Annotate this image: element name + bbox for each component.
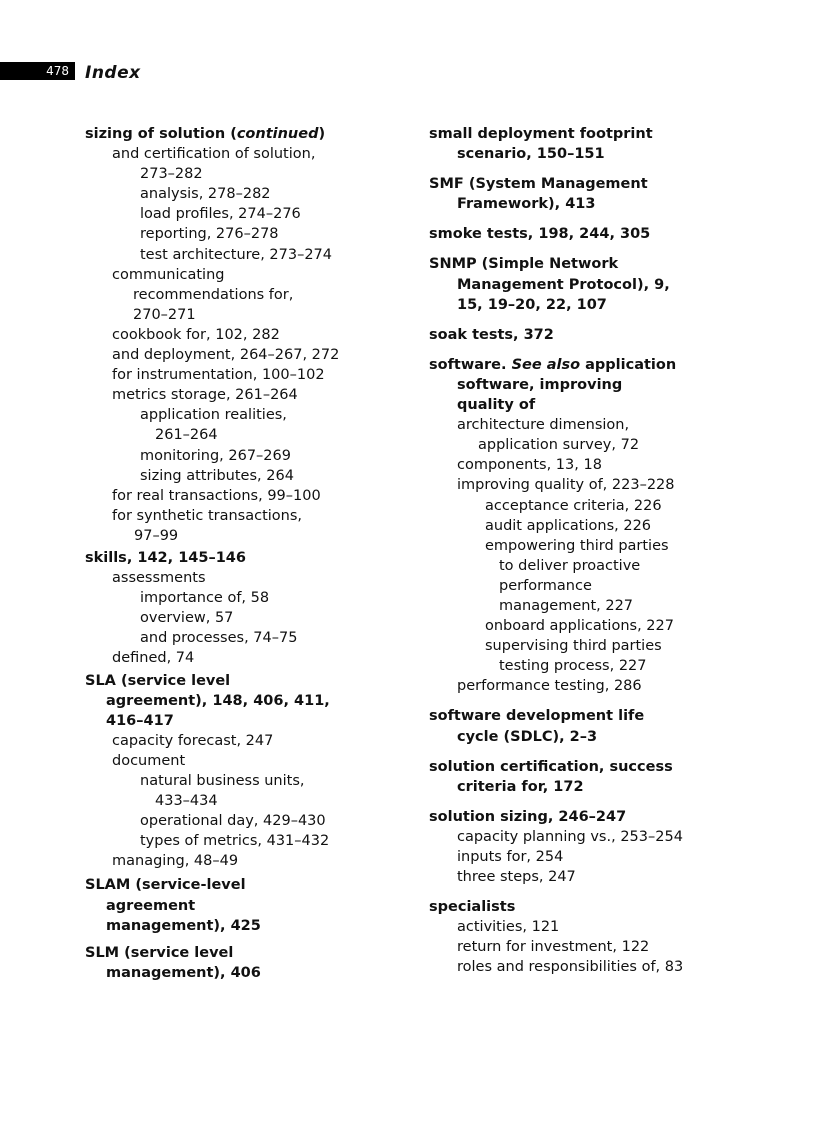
entry-text-tail: application: [580, 356, 677, 373]
index-entry: [429, 475, 729, 495]
index-entry-line: [85, 144, 385, 164]
entry-text: SLM (service level: [85, 944, 234, 961]
entry-text: sizing attributes, 264: [140, 467, 294, 484]
index-entry: [85, 325, 385, 345]
index-entry-line: [85, 648, 385, 668]
entry-text: SLA (service level: [85, 672, 231, 689]
index-entry-line: [85, 943, 385, 963]
index-entry-line: [85, 385, 385, 405]
entry-text: specialists: [429, 899, 516, 916]
index-entry-line: [85, 486, 385, 506]
index-entry: [85, 124, 385, 144]
index-entry: [429, 847, 729, 867]
index-entry: [429, 757, 729, 797]
index-entry: [85, 648, 385, 668]
entry-text: cookbook for, 102, 282: [112, 326, 280, 343]
index-entry: [429, 224, 729, 244]
index-entry-line: [429, 275, 729, 295]
entry-text: assessments: [112, 570, 206, 587]
entry-text: testing process, 227: [499, 658, 647, 675]
entry-text: skills, 142, 145–146: [85, 549, 246, 566]
index-entry-line: [429, 254, 729, 274]
index-entry: [85, 466, 385, 486]
index-entry: [429, 917, 729, 937]
entry-text: and certification of solution,: [112, 146, 316, 163]
index-entry: [429, 937, 729, 957]
index-entry-line: [429, 777, 729, 797]
index-entry-line: [85, 548, 385, 568]
index-entry-line: [85, 245, 385, 265]
entry-text: to deliver proactive: [499, 557, 641, 574]
index-entry: [85, 875, 385, 935]
entry-text: software development life: [429, 708, 645, 725]
index-entry-line: [429, 325, 729, 345]
entry-text: communicating: [112, 266, 225, 283]
index-entry-line: [85, 425, 385, 445]
index-entry-line: [85, 791, 385, 811]
index-entry: [429, 636, 729, 676]
entry-text: types of metrics, 431–432: [140, 833, 330, 850]
index-entry: [85, 204, 385, 224]
index-entry-line: [85, 896, 385, 916]
entry-text: 433–434: [155, 793, 218, 810]
page-number: 478: [46, 64, 69, 78]
entry-text: architecture dimension,: [457, 417, 630, 434]
entry-text: recommendations for,: [133, 286, 294, 303]
entry-emphasis: continued: [236, 126, 319, 142]
index-entry: [85, 365, 385, 385]
index-entry: [429, 616, 729, 636]
index-entry: [85, 345, 385, 365]
index-entry-line: [429, 847, 729, 867]
index-entry-line: [85, 526, 385, 546]
entry-text: operational day, 429–430: [140, 813, 326, 830]
index-entry-line: [429, 536, 729, 556]
index-entry-line: [85, 305, 385, 325]
index-entry-line: [429, 496, 729, 516]
entry-text: activities, 121: [457, 919, 560, 936]
index-entry: [85, 245, 385, 265]
index-entry-line: [429, 656, 729, 676]
index-entry-line: [85, 466, 385, 486]
index-entry-line: [429, 556, 729, 576]
entry-text: return for investment, 122: [457, 939, 650, 956]
entry-text: SMF (System Management: [429, 176, 648, 193]
entry-text: 15, 19–20, 22, 107: [457, 296, 607, 313]
entry-text: empowering third parties: [485, 537, 669, 554]
index-entry-line: [85, 811, 385, 831]
index-entry-line: [85, 916, 385, 936]
entry-text: improving quality of, 223–228: [457, 477, 675, 494]
index-entry-line: [429, 435, 729, 455]
index-entry-line: [429, 516, 729, 536]
index-entry: [85, 184, 385, 204]
index-entry: [429, 516, 729, 536]
index-entry-line: [429, 937, 729, 957]
index-entry-line: [85, 751, 385, 771]
index-entry-line: [85, 875, 385, 895]
index-entry-line: [429, 917, 729, 937]
index-entry-line: [429, 194, 729, 214]
index-entry-line: [429, 897, 729, 917]
entry-text: software.: [429, 356, 512, 373]
index-entry: [429, 957, 729, 977]
entry-text: quality of: [457, 397, 536, 414]
index-entry: [85, 405, 385, 445]
index-entry: [85, 506, 385, 546]
entry-text: small deployment footprint: [429, 126, 653, 142]
entry-text: SLAM (service-level: [85, 877, 246, 894]
entry-text: for synthetic transactions,: [112, 507, 303, 524]
entry-text: management, 227: [499, 597, 634, 614]
index-entry: [429, 897, 729, 917]
section-title: Index: [85, 63, 141, 83]
entry-text: defined, 74: [112, 650, 195, 667]
index-entry-line: [429, 174, 729, 194]
entry-text: 270–271: [133, 306, 196, 323]
index-entry-line: [429, 375, 729, 395]
index-entry: [85, 265, 385, 325]
index-entry-line: [429, 355, 729, 375]
index-entry-line: [85, 691, 385, 711]
entry-text: software, improving: [457, 376, 623, 393]
entry-emphasis: See also: [511, 356, 581, 373]
index-entry-line: [429, 827, 729, 847]
entry-text: soak tests, 372: [429, 326, 554, 343]
entry-text-tail: ): [318, 126, 326, 142]
entry-text: for instrumentation, 100–102: [112, 367, 325, 384]
index-entry: [429, 827, 729, 847]
index-entry-line: [85, 204, 385, 224]
entry-text: for real transactions, 99–100: [112, 487, 321, 504]
entry-text: scenario, 150–151: [457, 146, 605, 163]
index-entry-line: [85, 851, 385, 871]
entry-text: management), 425: [106, 917, 261, 934]
entry-text: capacity planning vs., 253–254: [457, 828, 683, 845]
index-entry: [85, 144, 385, 184]
index-entry-line: [429, 757, 729, 777]
entry-text: 416–417: [106, 712, 174, 729]
index-entry-line: [85, 506, 385, 526]
entry-text: performance testing, 286: [457, 678, 642, 695]
entry-text: Framework), 413: [457, 196, 596, 213]
index-entry: [429, 124, 729, 164]
index-entry-line: [85, 285, 385, 305]
index-entry-line: [429, 616, 729, 636]
index-entry: [429, 706, 729, 746]
index-entry: [85, 548, 385, 568]
entry-text: and deployment, 264–267, 272: [112, 347, 340, 364]
index-column-right: [429, 124, 729, 978]
index-entry: [85, 628, 385, 648]
index-entry-line: [85, 568, 385, 588]
index-entry-line: [85, 184, 385, 204]
index-entry-line: [85, 963, 385, 983]
index-entry: [429, 174, 729, 214]
index-entry: [429, 254, 729, 314]
index-entry: [85, 385, 385, 405]
index-entry-line: [429, 706, 729, 726]
entry-text: 261–264: [155, 427, 218, 444]
entry-text: agreement), 148, 406, 411,: [106, 692, 330, 709]
entry-text: 97–99: [134, 527, 179, 544]
entry-text: roles and responsibilities of, 83: [457, 959, 684, 976]
index-column-left: [85, 124, 385, 983]
index-entry: [85, 731, 385, 751]
index-entry-line: [429, 415, 729, 435]
index-entry: [85, 831, 385, 851]
entry-text: 273–282: [140, 166, 203, 183]
index-entry-line: [429, 124, 729, 144]
index-entry-line: [85, 771, 385, 791]
index-entry-line: [429, 395, 729, 415]
index-entry-line: [85, 124, 385, 144]
entry-text: solution certification, success: [429, 758, 673, 775]
index-entry-line: [85, 224, 385, 244]
entry-text: natural business units,: [140, 773, 305, 789]
entry-text: audit applications, 226: [485, 517, 652, 534]
entry-text: monitoring, 267–269: [140, 447, 291, 464]
entry-text: and processes, 74–75: [140, 630, 298, 647]
index-entry: [85, 671, 385, 731]
index-entry-line: [429, 676, 729, 696]
entry-text: solution sizing, 246–247: [429, 808, 627, 825]
entry-text: overview, 57: [140, 610, 234, 627]
index-entry: [85, 588, 385, 608]
entry-text: document: [112, 752, 186, 769]
index-entry-line: [85, 711, 385, 731]
entry-text: application survey, 72: [478, 437, 640, 454]
entry-text: test architecture, 273–274: [140, 246, 333, 263]
index-entry: [429, 496, 729, 516]
index-entry-line: [429, 867, 729, 887]
index-entry: [429, 355, 729, 415]
index-entry-line: [429, 727, 729, 747]
index-entry-line: [429, 596, 729, 616]
index-entry-line: [85, 265, 385, 285]
index-entry-line: [85, 345, 385, 365]
index-entry-line: [85, 588, 385, 608]
entry-text: components, 13, 18: [457, 457, 602, 474]
entry-text: cycle (SDLC), 2–3: [457, 728, 598, 745]
index-entry-line: [429, 475, 729, 495]
index-entry: [429, 325, 729, 345]
entry-text: inputs for, 254: [457, 849, 564, 865]
entry-text: analysis, 278–282: [140, 186, 271, 203]
index-entry-line: [85, 365, 385, 385]
entry-text: supervising third parties: [485, 638, 662, 655]
entry-text: capacity forecast, 247: [112, 732, 274, 749]
index-entry-line: [85, 164, 385, 184]
index-entry: [85, 608, 385, 628]
entry-text: smoke tests, 198, 244, 305: [429, 226, 651, 243]
entry-text: application realities,: [140, 407, 287, 424]
entry-text: agreement: [106, 897, 196, 914]
index-entry-line: [85, 731, 385, 751]
entry-text: metrics storage, 261–264: [112, 387, 298, 404]
entry-text: sizing of solution (: [85, 126, 237, 142]
index-entry: [429, 536, 729, 616]
index-entry-line: [429, 576, 729, 596]
index-entry: [429, 867, 729, 887]
index-entry-line: [85, 671, 385, 691]
entry-text: reporting, 276–278: [140, 226, 279, 243]
index-entry-line: [429, 144, 729, 164]
entry-text: performance: [499, 577, 592, 594]
index-entry: [85, 771, 385, 811]
entry-text: acceptance criteria, 226: [485, 497, 662, 514]
index-entry: [85, 446, 385, 466]
index-entry: [85, 486, 385, 506]
entry-text: Management Protocol), 9,: [457, 276, 670, 293]
index-entry-line: [429, 957, 729, 977]
index-entry: [429, 455, 729, 475]
index-entry-line: [429, 295, 729, 315]
index-entry: [429, 415, 729, 455]
page-number-tab: [0, 62, 75, 80]
index-entry-line: [429, 455, 729, 475]
entry-text: SNMP (Simple Network: [429, 256, 619, 273]
index-entry-line: [85, 628, 385, 648]
index-entry-line: [85, 325, 385, 345]
index-entry-line: [85, 831, 385, 851]
entry-text: load profiles, 274–276: [140, 206, 301, 223]
index-entry: [85, 851, 385, 871]
index-entry-line: [85, 405, 385, 425]
index-entry: [85, 943, 385, 983]
index-entry: [85, 811, 385, 831]
entry-text: criteria for, 172: [457, 778, 584, 795]
index-entry: [429, 807, 729, 827]
entry-text: onboard applications, 227: [485, 618, 674, 635]
index-entry-line: [85, 446, 385, 466]
index-entry-line: [429, 807, 729, 827]
entry-text: importance of, 58: [140, 590, 270, 607]
index-entry-line: [429, 224, 729, 244]
entry-text: three steps, 247: [457, 869, 576, 886]
index-entry: [85, 568, 385, 588]
index-entry-line: [85, 608, 385, 628]
index-entry-line: [429, 636, 729, 656]
entry-text: managing, 48–49: [112, 853, 239, 870]
index-entry: [429, 676, 729, 696]
index-entry: [85, 224, 385, 244]
entry-text: management), 406: [106, 964, 261, 981]
index-entry: [85, 751, 385, 771]
